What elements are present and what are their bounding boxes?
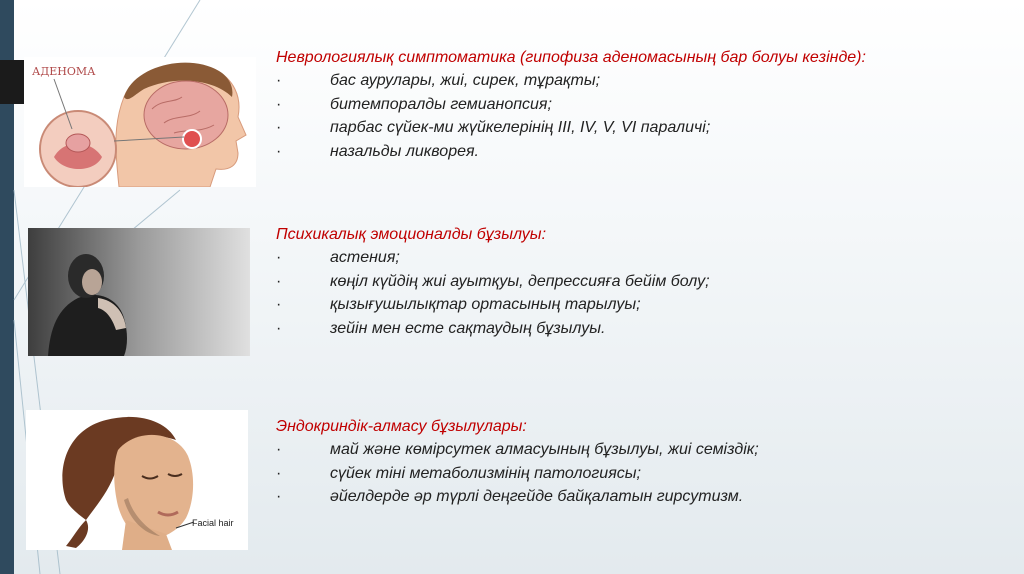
list-item [276, 438, 996, 462]
list-item [276, 293, 996, 317]
adenoma-illustration [24, 57, 256, 187]
facial-hair-label: Facial hair [192, 518, 234, 528]
bullet: · [276, 72, 282, 89]
list-item-text: қызығушылықтар ортасының тарылуы; [330, 296, 641, 313]
bullet: · [276, 142, 282, 160]
bullet: · [276, 464, 282, 482]
list-item-text: битемпоралды гемианопсия; [330, 95, 552, 113]
list-item [276, 69, 996, 93]
psycho-emotional-section [276, 223, 996, 340]
list-item-text: май және көмірсутек алмасуының бұзылуы, жиі семіздік; [330, 441, 759, 458]
list-item-text: назальды ликворея. [330, 142, 479, 160]
bullet: · [276, 319, 282, 337]
section-title: Неврологиялық симптоматика (гипофиза аденомасының бар болуы кезінде): [276, 49, 866, 66]
list-item-text: бас аурулары, жиі, сирек, тұрақты; [330, 72, 601, 89]
endocrine-section [276, 415, 996, 509]
depressed-woman-photo [28, 228, 250, 356]
list-item-text: зейін мен есте сақтаудың бұзылуы. [330, 319, 606, 337]
list-item-text: сүйек тіні метаболизмінің патологиясы; [330, 464, 641, 482]
list-item-text: көңіл күйдің жиі ауытқуы, депрессияға бейім болу; [330, 272, 710, 290]
bullet: · [276, 249, 282, 266]
bullet: · [276, 119, 282, 136]
bullet: · [276, 296, 282, 313]
list-item [276, 270, 996, 294]
section-title: Эндокриндік-алмасу бұзылулары: [276, 418, 527, 435]
list-item [276, 462, 996, 486]
adenoma-label: АДЕНОМА [32, 65, 96, 78]
slide-corner-tab [0, 60, 26, 104]
list-item [276, 246, 996, 270]
neurological-section [276, 46, 996, 163]
bullet: · [276, 441, 282, 458]
bullet: · [276, 272, 282, 290]
list-item-text: парбас сүйек-ми жүйкелерінің ІІІ, ІV, V, VI параличі; [330, 119, 711, 136]
list-item-text: астения; [330, 249, 400, 266]
list-item [276, 317, 996, 341]
list-item-text: әйелдерде әр түрлі деңгейде байқалатын гирсутизм. [330, 488, 744, 505]
section-title: Психикалық эмоционалды бұзылуы: [276, 226, 547, 243]
list-item [276, 140, 996, 164]
bullet: · [276, 488, 282, 505]
list-item [276, 485, 996, 509]
facial-hair-illustration [26, 410, 248, 550]
list-item [276, 116, 996, 140]
list-item [276, 93, 996, 117]
bullet: · [276, 95, 282, 113]
